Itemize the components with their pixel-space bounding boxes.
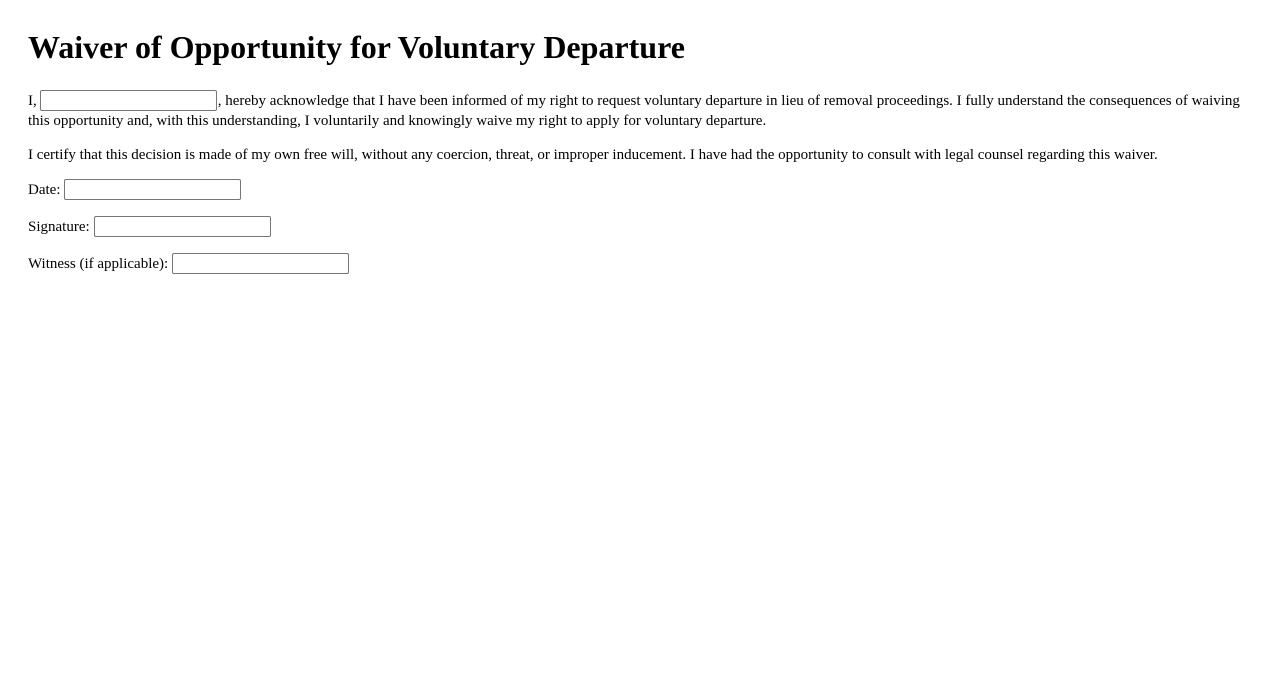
acknowledgment-paragraph xyxy=(28,91,1250,131)
document-page xyxy=(0,28,1278,277)
date-label: Date: xyxy=(28,182,61,199)
signature-label: Signature: xyxy=(28,219,90,236)
acknowledgment-text: , hereby acknowledge that I have been informed of my right to request voluntary departure in lieu of removal proceedings. I fully understand the consequences of waiving this opportunity and, with this understanding, I voluntarily and knowingly waive my right to apply for voluntary departure. xyxy=(28,93,1240,130)
page-title: Waiver of Opportunity for Voluntary Departure xyxy=(28,29,685,65)
date-input[interactable] xyxy=(64,179,241,200)
signature-row xyxy=(28,217,1250,240)
certification-paragraph: I certify that this decision is made of my own free will, without any coercion, threat, or improper inducement. I have had the opportunity to consult with legal counsel regarding this waiver. xyxy=(28,147,1158,164)
signature-input[interactable] xyxy=(94,216,271,237)
witness-label: Witness (if applicable): xyxy=(28,256,169,273)
acknowledgment-prefix: I, xyxy=(28,93,37,109)
witness-input[interactable] xyxy=(172,253,349,274)
date-row xyxy=(28,180,1250,203)
name-input[interactable] xyxy=(40,90,217,111)
witness-row xyxy=(28,254,1250,277)
